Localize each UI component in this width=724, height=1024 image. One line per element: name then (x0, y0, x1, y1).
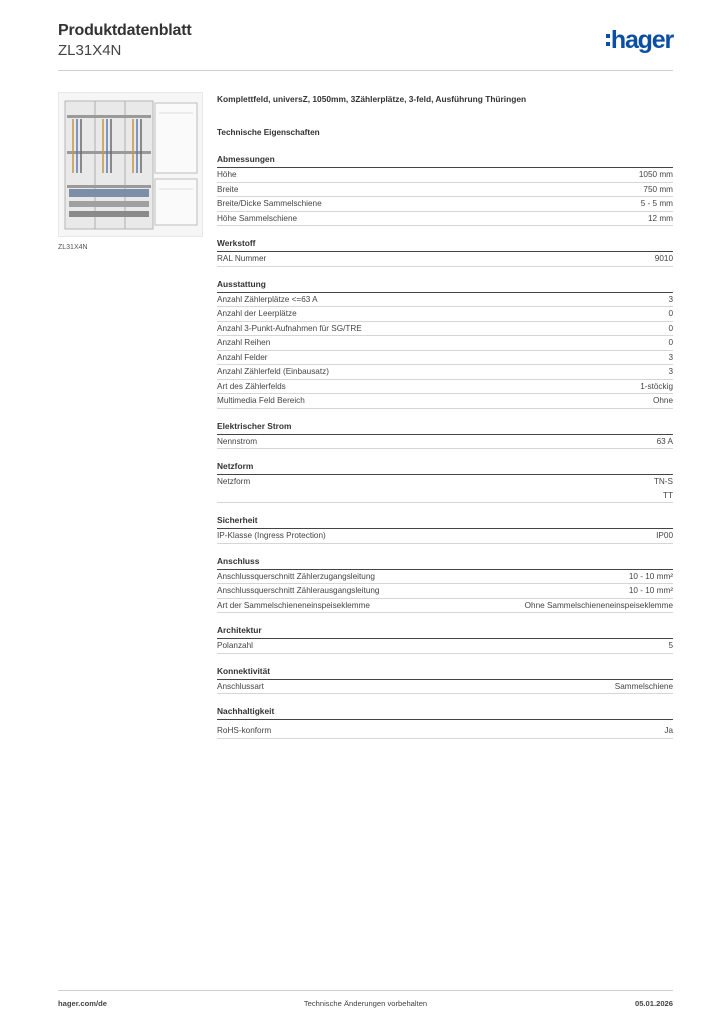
section-architektur (217, 625, 673, 654)
table-row: Breite 750 mm (217, 183, 673, 198)
image-caption: ZL31X4N (58, 244, 88, 251)
section-elektrischer-strom (217, 421, 673, 450)
table-row: Anzahl 3-Punkt-Aufnahmen für SG/TRE 0 (217, 322, 673, 337)
section-title: Anschluss (217, 556, 673, 570)
table-row: Anzahl Zählerplätze <=63 A 3 (217, 293, 673, 308)
technical-properties-title: Technische Eigenschaften (217, 128, 320, 137)
datasheet-content (217, 94, 673, 739)
table-row: Multimedia Feld Bereich Ohne (217, 394, 673, 409)
logo-dots-icon (606, 34, 610, 46)
footer-website-link[interactable]: hager.com/de (58, 999, 107, 1008)
section-netzform (217, 461, 673, 503)
section-title: Ausstattung (217, 279, 673, 293)
section-werkstoff (217, 238, 673, 267)
section-title: Sicherheit (217, 515, 673, 529)
document-title: Produktdatenblatt (58, 22, 192, 39)
section-title: Konnektivität (217, 666, 673, 680)
table-row: Anschlussquerschnitt Zählerausgangsleitung 10 - 10 mm² (217, 584, 673, 599)
footer-note: Technische Änderungen vorbehalten (303, 999, 428, 1008)
table-row: Anzahl Felder 3 (217, 351, 673, 366)
table-row: Netzform TN-S TT (217, 475, 673, 503)
page-header (58, 20, 673, 71)
section-title: Abmessungen (217, 154, 673, 168)
product-code: ZL31X4N (58, 42, 122, 59)
table-row: Höhe 1050 mm (217, 168, 673, 183)
table-row: Nennstrom 63 A (217, 435, 673, 450)
product-description: Komplettfeld, universZ, 1050mm, 3Zählerplätze, 3-feld, Ausführung Thüringen (217, 94, 527, 104)
table-row: RAL Nummer 9010 (217, 252, 673, 267)
section-abmessungen (217, 154, 673, 226)
table-row: Art des Zählerfelds 1-stöckig (217, 380, 673, 395)
product-image (58, 92, 203, 237)
section-title: Nachhaltigkeit (217, 706, 673, 720)
table-row: Anschlussquerschnitt Zählerzugangsleitung 10 - 10 mm² (217, 570, 673, 585)
table-row: Anzahl Reihen 0 (217, 336, 673, 351)
page-footer (58, 990, 673, 1008)
table-row: Polanzahl 5 (217, 639, 673, 654)
table-row: IP-Klasse (Ingress Protection) IP00 (217, 529, 673, 544)
table-row: RoHS-konform Ja (217, 724, 673, 739)
table-row: Anschlussart Sammelschiene (217, 680, 673, 695)
product-photo-icon (59, 93, 202, 236)
section-anschluss (217, 556, 673, 614)
footer-date: 05.01.2026 (634, 999, 673, 1008)
table-row: Anzahl der Leerplätze 0 (217, 307, 673, 322)
section-konnektivitaet (217, 666, 673, 695)
section-title: Netzform (217, 461, 673, 475)
section-sicherheit (217, 515, 673, 544)
table-row: Anzahl Zählerfeld (Einbausatz) 3 (217, 365, 673, 380)
section-title: Elektrischer Strom (217, 421, 673, 435)
section-ausstattung (217, 279, 673, 409)
logo-wordmark: hager (610, 26, 673, 54)
section-title: Architektur (217, 625, 673, 639)
hager-logo (606, 26, 673, 54)
section-nachhaltigkeit (217, 706, 673, 739)
table-row: Art der Sammelschieneneinspeiseklemme Ohne Sammelschieneneinspeiseklemme (217, 599, 673, 614)
table-row: Breite/Dicke Sammelschiene 5 - 5 mm (217, 197, 673, 212)
table-row: Höhe Sammelschiene 12 mm (217, 212, 673, 227)
section-title: Werkstoff (217, 238, 673, 252)
